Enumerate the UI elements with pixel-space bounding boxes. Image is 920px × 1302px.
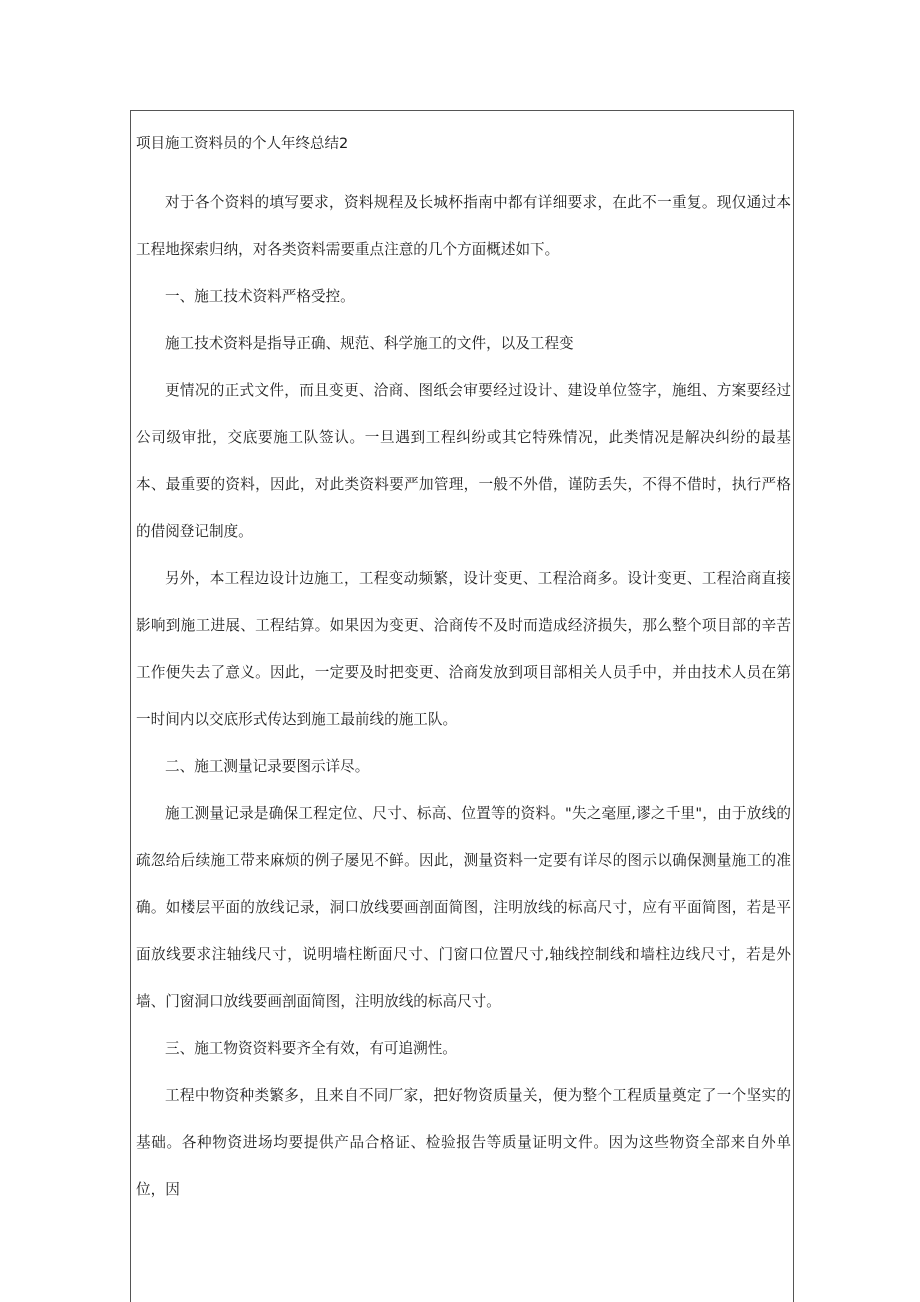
document-title: 项目施工资料员的个人年终总结2: [136, 136, 349, 152]
section-heading-3: 三、施工物资资料要齐全有效，有可追溯性。: [165, 1040, 457, 1057]
paragraph-intro: 对于各个资料的填写要求，资料规程及长城杯指南中都有详细要求，在此不一重复。现仅通过本工程地探索归纳，对各类资料需要重点注意的几个方面概述如下。: [136, 194, 791, 258]
paragraph-tech-3: 另外，本工程边设计边施工，工程变动频繁，设计变更、工程洽商多。设计变更、工程洽商直接影响到施工进展、工程结算。如果因为变更、洽商传不及时而造成经济损失，那么整个项目部的辛苦工作便失去了意义。因此，一定要及时把变更、洽商发放到项目部相关人员手中，并由技术人员在第一时间内以交底形式传达到施工最前线的施工队。: [136, 570, 791, 728]
paragraph-materials: 工程中物资种类繁多，且来自不同厂家，把好物资质量关，便为整个工程质量奠定了一个坚实的基础。各种物资进场均要提供产品合格证、检验报告等质量证明文件。因为这些物资全部来自外单位，因: [136, 1087, 791, 1198]
section-heading-1: 一、施工技术资料严格受控。: [165, 288, 355, 305]
paragraph-survey: 施工测量记录是确保工程定位、尺寸、标高、位置等的资料。"失之毫厘,谬之千里"，由于放线的疏忽给后续施工带来麻烦的例子屡见不鲜。因此，测量资料一定要有详尽的图示以确保测量施工的准确。如楼层平面的放线记录，洞口放线要画剖面简图，注明放线的标高尺寸，应有平面简图，若是平面放线要求注轴线尺寸，说明墙柱断面尺寸、门窗口位置尺寸,轴线控制线和墙柱边线尺寸，若是外墙、门窗洞口放线要画剖面简图，注明放线的标高尺寸。: [136, 805, 791, 1010]
paragraph-tech-2: 更情况的正式文件，而且变更、洽商、图纸会审要经过设计、建设单位签字，施组、方案要经过公司级审批，交底要施工队签认。一旦遇到工程纠纷或其它特殊情况，此类情况是解决纠纷的最基本、最重要的资料，因此，对此类资料要严加管理，一般不外借，谨防丢失，不得不借时，执行严格的借阅登记制度。: [136, 382, 791, 540]
paragraph-tech-1: 施工技术资料是指导正确、规范、科学施工的文件，以及工程变: [165, 335, 574, 352]
document-body: [136, 132, 791, 1213]
section-heading-2: 二、施工测量记录要图示详尽。: [165, 758, 370, 775]
